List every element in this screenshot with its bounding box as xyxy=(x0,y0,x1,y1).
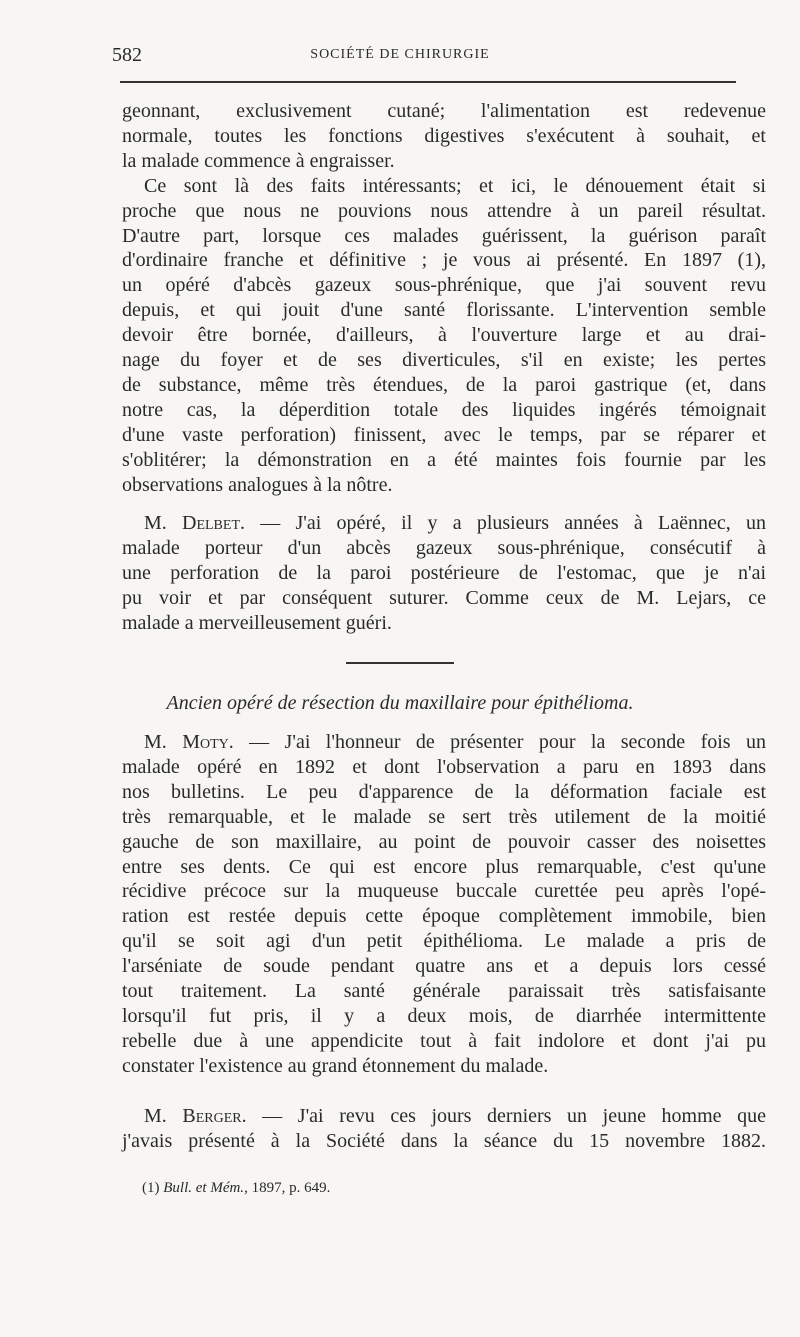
text-line: très remarquable, et le malade se sert très utilement de la moitié xyxy=(122,805,766,828)
text-line xyxy=(122,730,766,755)
text-line: proche que nous ne pouvions nous attendre à un pareil résultat. xyxy=(122,199,766,222)
text-line: récidive précoce sur la muqueuse buccale curettée peu après l'opé- xyxy=(122,880,766,903)
text-line xyxy=(122,1104,766,1129)
text-line: Ce sont là des faits intéressants; et ici, le dénouement était si xyxy=(144,174,766,197)
text-line: ration est restée depuis cette époque complètement immobile, bien xyxy=(122,905,766,928)
section-divider xyxy=(346,662,454,664)
text-line: la malade commence à engraisser. xyxy=(122,149,395,172)
paragraph-1 xyxy=(122,99,766,174)
text-line: observations analogues à la nôtre. xyxy=(122,473,393,496)
text-line: malade opéré en 1892 et dont l'observation a paru en 1893 dans xyxy=(122,755,766,778)
text-line: notre cas, la déperdition totale des liquides ingérés témoignait xyxy=(122,398,766,421)
text-line: entre ses dents. Ce qui est encore plus remarquable, c'est qu'une xyxy=(122,855,766,878)
footnote xyxy=(142,1180,330,1197)
moty-paragraph xyxy=(122,730,766,1079)
text-line: devoir être bornée, d'ailleurs, à l'ouverture large et au drai- xyxy=(122,324,766,347)
footnote-text: , 1897, p. 649. xyxy=(244,1180,331,1196)
speaker-name: M. Delbet. xyxy=(144,512,246,534)
text-line: geonnant, exclusivement cutané; l'alimentation est redevenue xyxy=(122,100,766,122)
text-line: malade porteur d'un abcès gazeux sous-phrénique, consécutif à xyxy=(122,536,766,559)
text-line: de substance, même très étendues, de la paroi gastrique (et, dans xyxy=(122,373,766,396)
text-span: — J'ai revu ces jours derniers un jeune homme que xyxy=(246,1105,766,1127)
text-line: gauche de son maxillaire, au point de pouvoir casser des noisettes xyxy=(122,830,766,853)
text-line: tout traitement. La santé générale paraissait très satisfaisante xyxy=(122,980,766,1003)
text-line: depuis, et qui jouit d'une santé florissante. L'intervention semble xyxy=(122,299,766,322)
text-line: une perforation de la paroi postérieure de l'estomac, que je n'ai xyxy=(122,561,766,584)
speaker-name: M. Berger. xyxy=(144,1105,247,1127)
text-line: qu'il se soit agi d'un petit épithélioma. Le malade a pris de xyxy=(122,930,766,953)
text-line: d'une vaste perforation) finissent, avec le temps, par se réparer et xyxy=(122,423,766,446)
text-line: malade a merveilleusement guéri. xyxy=(122,611,392,634)
section-title: Ancien opéré de résection du maxillaire pour épithélioma. xyxy=(166,692,634,714)
delbet-paragraph xyxy=(122,511,766,636)
running-title: SOCIÉTÉ DE CHIRURGIE xyxy=(310,47,490,62)
text-line: nos bulletins. Le peu d'apparence de la déformation faciale est xyxy=(122,780,766,803)
page-number: 582 xyxy=(112,44,142,66)
text-line: D'autre part, lorsque ces malades guérissent, la guérison paraît xyxy=(122,224,766,247)
speaker-name: M. Moty. xyxy=(144,731,234,753)
text-line: s'oblitérer; la démonstration en a été maintes fois fournie par les xyxy=(122,448,766,471)
footnote-marker: (1) xyxy=(142,1180,164,1196)
text-span: — J'ai opéré, il y a plusieurs années à Laënnec, un xyxy=(245,512,766,534)
footnote-source: Bull. et Mém. xyxy=(163,1180,245,1196)
text-line: un opéré d'abcès gazeux sous-phrénique, que j'ai souvent revu xyxy=(122,274,766,297)
text-line: constater l'existence au grand étonnement du malade. xyxy=(122,1054,549,1077)
text-line: rebelle due à une appendicite tout à fait indolore et dont j'ai pu xyxy=(122,1029,766,1052)
header-rule xyxy=(120,81,736,83)
text-span: — J'ai l'honneur de présenter pour la seconde fois un xyxy=(233,731,766,753)
text-line: d'ordinaire franche et définitive ; je vous ai présenté. En 1897 (1), xyxy=(122,249,766,272)
text-line: nage du foyer et de ses diverticules, s'il en existe; les pertes xyxy=(122,349,766,372)
text-line: j'avais présenté à la Société dans la séance du 15 novembre 1882. xyxy=(122,1129,766,1152)
text-line: pu voir et par conséquent suturer. Comme ceux de M. Lejars, ce xyxy=(122,586,766,609)
berger-paragraph xyxy=(122,1104,766,1154)
text-line: normale, toutes les fonctions digestives s'exécutent à souhait, et xyxy=(122,124,766,147)
text-line: lorsqu'il fut pris, il y a deux mois, de diarrhée intermittente xyxy=(122,1004,766,1027)
text-line: l'arséniate de soude pendant quatre ans et a depuis lors cessé xyxy=(122,955,766,978)
paragraph-2 xyxy=(122,174,766,498)
text-line xyxy=(122,511,766,536)
